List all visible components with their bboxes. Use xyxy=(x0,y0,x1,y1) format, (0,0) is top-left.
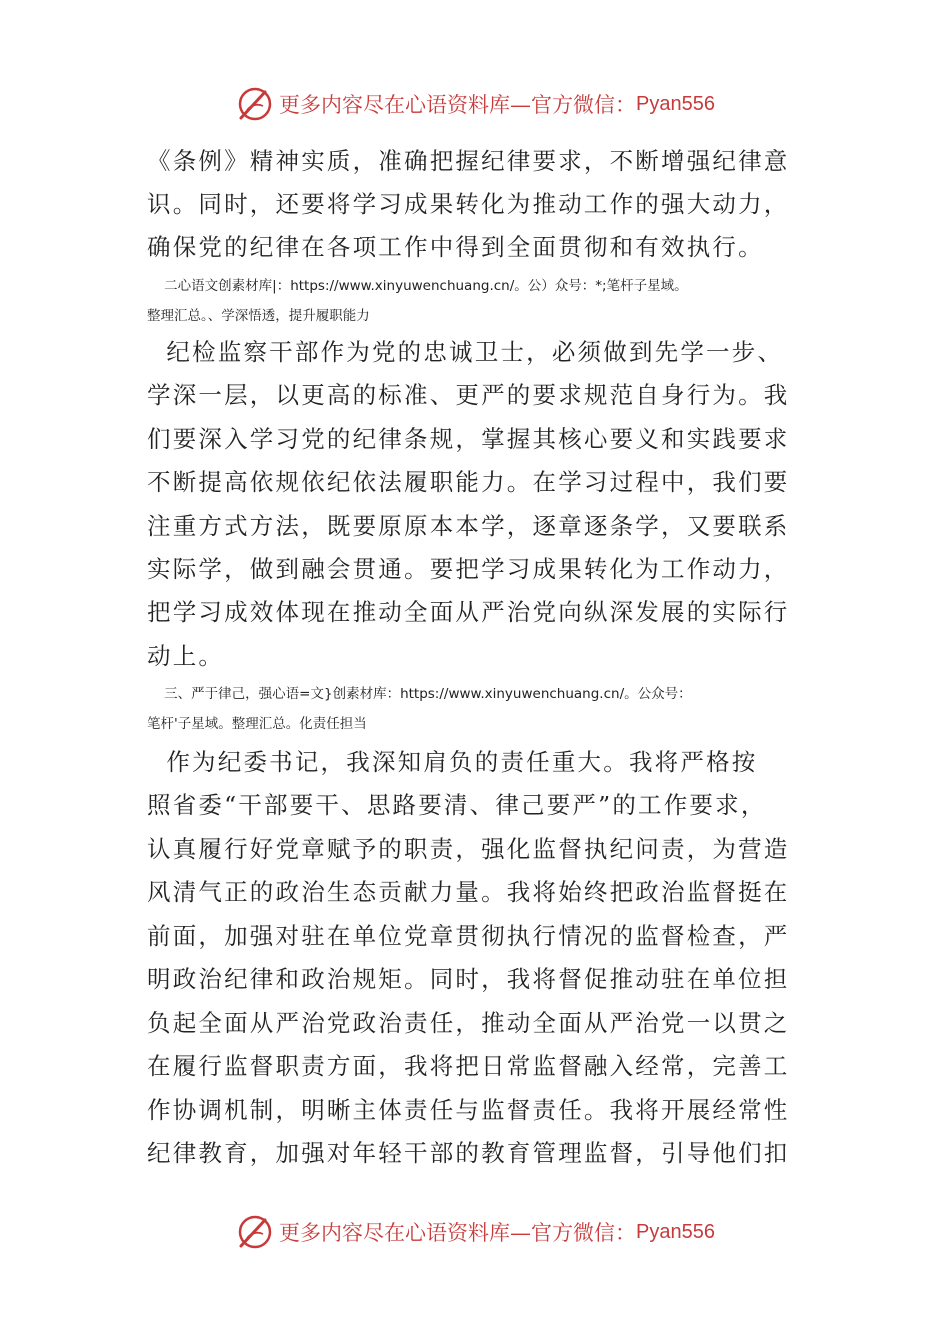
paragraph-line: 识。同时，还要将学习成果转化为推动工作的强大动力， xyxy=(147,190,790,218)
banner-account: Pyan556 xyxy=(636,92,715,115)
section-heading: 笔杆'子星域。整理汇总。化责任担当 xyxy=(147,716,367,732)
paragraph-line: 明政治纪律和政治规矩。同时，我将督促推动驻在单位担 xyxy=(147,965,790,993)
banner-text: 更多内容尽在心语资料库—官方微信： xyxy=(279,1221,637,1245)
banner-account: Pyan556 xyxy=(636,1220,715,1243)
header-banner xyxy=(0,80,950,128)
paragraph-line: 实际学，做到融会贯通。要把学习成果转化为工作动力， xyxy=(147,555,790,583)
paragraph-line: 纪律教育，加强对年轻干部的教育管理监督，引导他们扣 xyxy=(147,1139,790,1167)
pen-logo-icon xyxy=(235,1212,275,1252)
paragraph-line: 负起全面从严治党政治责任，推动全面从严治党一以贯之 xyxy=(147,1009,790,1037)
paragraph-line: 《条例》精神实质，准确把握纪律要求，不断增强纪律意 xyxy=(147,147,790,175)
paragraph-line: 确保党的纪律在各项工作中得到全面贯彻和有效执行。 xyxy=(147,233,764,261)
paragraph-line: 纪检监察干部作为党的忠诚卫士，必须做到先学一步、 xyxy=(147,338,784,366)
paragraph-line: 认真履行好党章赋予的职责，强化监督执纪问责，为营造 xyxy=(147,835,790,863)
banner-text: 更多内容尽在心语资料库—官方微信： xyxy=(279,93,637,117)
footer-banner xyxy=(0,1208,950,1256)
paragraph-line: 前面，加强对驻在单位党章贯彻执行情况的监督检查，严 xyxy=(147,922,790,950)
paragraph-line: 作为纪委书记，我深知肩负的责任重大。我将严格按 xyxy=(147,748,758,776)
paragraph-line: 风清气正的政治生态贡献力量。我将始终把政治监督挺在 xyxy=(147,878,790,906)
paragraph-line: 注重方式方法，既要原原本本学，逐章逐条学，又要联系 xyxy=(147,512,790,540)
paragraph-line: 不断提高依规依纪依法履职能力。在学习过程中，我们要 xyxy=(147,468,790,496)
paragraph-line: 把学习成效体现在推动全面从严治党向纵深发展的实际行 xyxy=(147,598,790,626)
paragraph-line: 作协调机制，明晰主体责任与监督责任。我将开展经常性 xyxy=(147,1096,790,1124)
paragraph-line: 照省委“干部要干、思路要清、律己要严”的工作要求， xyxy=(147,791,767,819)
watermark-note: 二心语文创素材库|：https://www.xinyuwenchuang.cn/。公）众号：*;笔杆子星域。 xyxy=(147,278,688,294)
section-heading: 整理汇总。、学深悟透，提升履职能力 xyxy=(147,308,370,324)
paragraph-line: 在履行监督职责方面，我将把日常监督融入经常，完善工 xyxy=(147,1052,790,1080)
watermark-note: 三、严于律己，强心语=文}创素材库：https://www.xinyuwenchuang.cn/。公众号： xyxy=(147,686,692,702)
paragraph-line: 们要深入学习党的纪律条规，掌握其核心要义和实践要求 xyxy=(147,425,790,453)
paragraph-line: 学深一层，以更高的标准、更严的要求规范自身行为。我 xyxy=(147,381,790,409)
paragraph-line: 动上。 xyxy=(147,642,225,670)
pen-logo-icon xyxy=(235,84,275,124)
